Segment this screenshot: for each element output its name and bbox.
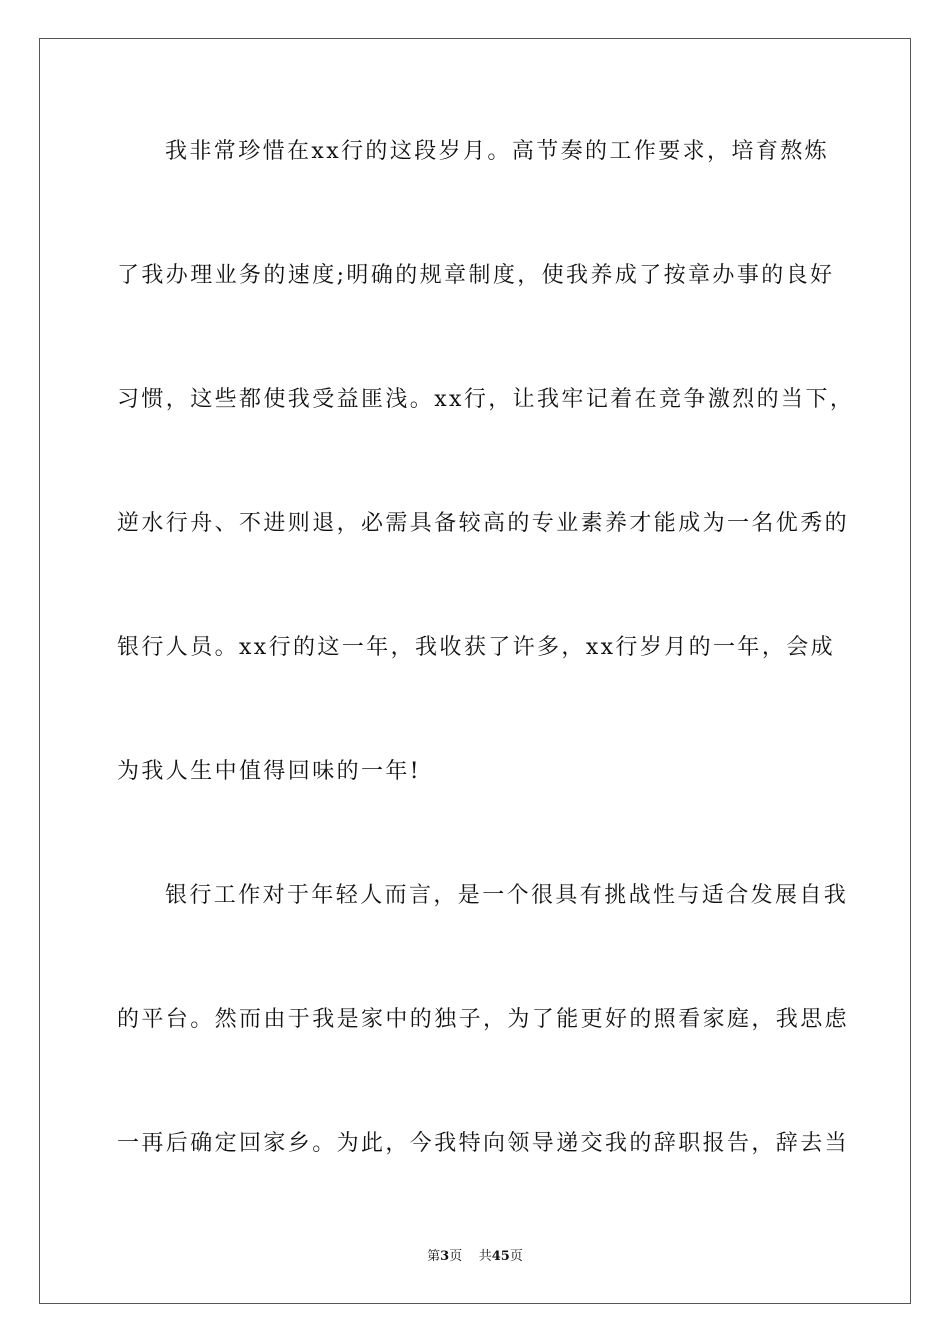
paragraph-line: 习惯，这些都使我受益匪浅。xx行，让我牢记着在竞争激烈的当下，: [117, 387, 855, 412]
page-suffix: 页: [449, 1249, 463, 1264]
page-prefix: 第: [427, 1249, 441, 1264]
total-prefix: 共: [478, 1249, 492, 1264]
total-pages: 45: [491, 1249, 510, 1264]
paragraph-line: 逆水行舟、不进则退，必需具备较高的专业素养才能成为一名优秀的: [117, 511, 850, 536]
paragraph-line: 我非常珍惜在xx行的这段岁月。高节奏的工作要求，培育熬炼: [165, 139, 830, 164]
paragraph-line: 一再后确定回家乡。为此，今我特向领导递交我的辞职报告，辞去当: [117, 1131, 850, 1156]
page-footer: [0, 1245, 950, 1264]
paragraph-line: 为我人生中值得回味的一年!: [117, 759, 422, 784]
page-frame: [39, 38, 911, 1304]
page-number: 3: [440, 1249, 450, 1264]
paragraph-line: 银行工作对于年轻人而言，是一个很具有挑战性与适合发展自我: [165, 883, 849, 908]
paragraph-line: 的平台。然而由于我是家中的独子，为了能更好的照看家庭，我思虑: [117, 1007, 850, 1032]
paragraph-line: 银行人员。xx行的这一年，我收获了许多，xx行岁月的一年，会成: [117, 635, 836, 660]
total-suffix: 页: [509, 1249, 523, 1264]
paragraph-line: 了我办理业务的速度;明确的规章制度，使我养成了按章办事的良好: [117, 263, 835, 288]
